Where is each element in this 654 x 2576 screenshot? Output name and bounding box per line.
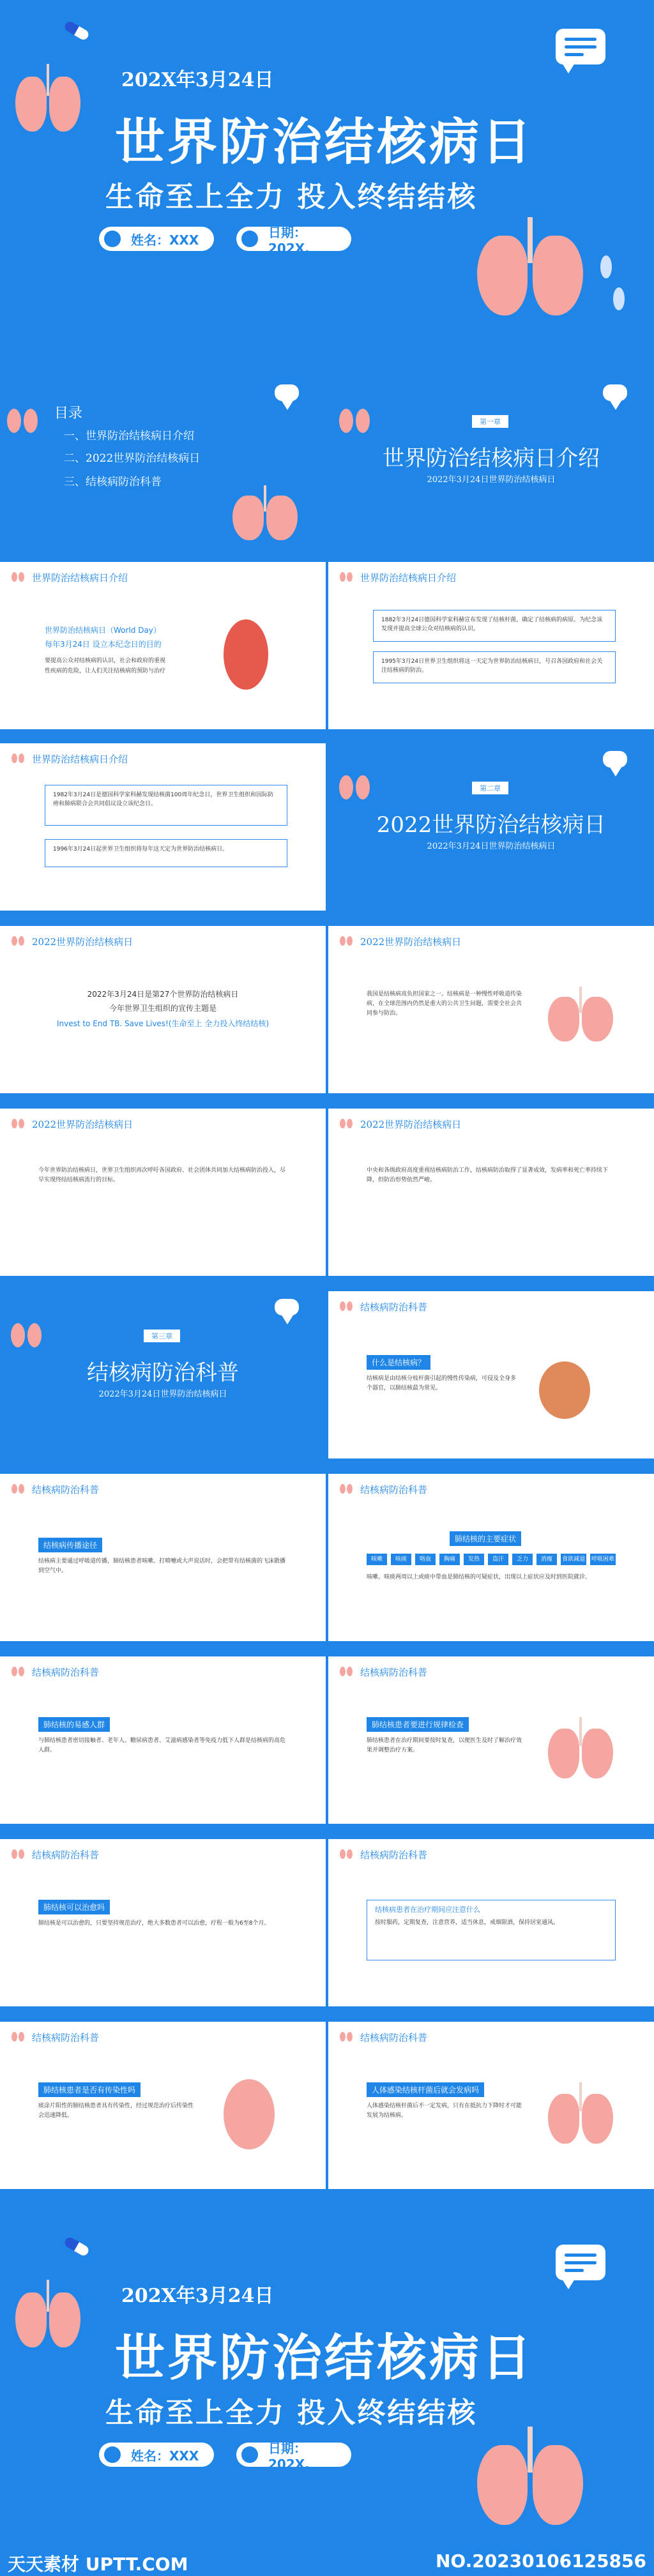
lungs-icon <box>340 570 353 582</box>
slide-header: 2022世界防治结核病日 <box>32 936 133 948</box>
section-chip: 第三章 <box>144 1330 180 1342</box>
date-pill: 日期：202X. <box>236 227 351 251</box>
topic-label: 肺结核可以治愈吗 <box>38 1900 110 1914</box>
section3-slide <box>0 1291 326 1458</box>
section2-slide <box>328 743 654 911</box>
lungs-icon <box>340 1116 353 1129</box>
info-box <box>367 1900 616 1960</box>
cover-subtitle: 生命至上全力 投入终结结核 <box>105 181 478 213</box>
slide-header: 世界防治结核病日介绍 <box>360 572 457 584</box>
lungs-illustration <box>473 217 588 319</box>
section-subtitle: 2022年3月24日世界防治结核病日 <box>427 842 556 851</box>
body-paragraph: 结核病是由结核分枝杆菌引起的慢性传染病，可侵及全身多个器官，以肺结核最为常见。 <box>367 1375 517 1391</box>
slide-header: 2022世界防治结核病日 <box>360 1119 462 1130</box>
watermark-right: NO.20230106125856 <box>435 2550 646 2572</box>
chat-icon[interactable] <box>275 1299 299 1315</box>
lungs-icon <box>11 751 24 764</box>
slide-science-8 <box>0 2022 326 2189</box>
lungs-icon <box>340 1299 353 1312</box>
leaf-decor <box>613 287 625 310</box>
slide-science-1 <box>328 1291 654 1458</box>
slide-header: 结核病防治科普 <box>360 1849 428 1861</box>
theme-line-1: 2022年3月24日是第27个世界防治结核病日 <box>87 990 239 999</box>
toc-item-3[interactable]: 三、结核病防治科普 <box>64 476 162 489</box>
info-box: 1995年3月24日世界卫生组织将这一天定为世界防治结核病日，号召各国政府和社会关注结核病的防治。 <box>373 651 616 683</box>
symptom-cell: 咳嗽 <box>367 1554 387 1565</box>
slide-2022-2 <box>328 926 654 1093</box>
intro-line-4: 性疾病的危险，让人们关注结核病的预防与治疗 <box>45 668 166 674</box>
intro-line-3: 要提高公众对结核病的认识，社会和政府的重视 <box>45 658 166 664</box>
capsule-icon <box>63 2236 91 2257</box>
body-paragraph: 我国是结核病高负担国家之一。结核病是一种慢性呼吸道传染病，在全球范围内仍然是重大的公共卫生问题，需要全社会共同参与防治。 <box>367 991 522 1017</box>
intro-line-1: 世界防治结核病日（World Day） <box>45 626 161 635</box>
slide-science-2 <box>0 1474 326 1641</box>
body-paragraph: 中央和各级政府高度重视结核病防治工作，结核病防治取得了显著成效，发病率和死亡率持续下降，但防治形势依然严峻。 <box>367 1167 609 1183</box>
capsule-icon <box>63 20 91 42</box>
lungs-icon <box>338 769 370 801</box>
slide-header: 结核病防治科普 <box>360 1484 428 1496</box>
chat-icon[interactable] <box>603 751 627 768</box>
body-paragraph: 今年世界防治结核病日，世界卫生组织再次呼吁各国政府、社会团体共同加大结核病防治投入，尽早实现终结结核病流行的目标。 <box>38 1167 286 1183</box>
section-subtitle: 2022年3月24日世界防治结核病日 <box>427 475 556 485</box>
info-box: 1982年3月24日是德国科学家科赫发现结核菌100周年纪念日，世界卫生组织和国际防痨和肺病联合会共同倡议设立该纪念日。 <box>45 785 287 826</box>
slide-intro-2 <box>328 562 654 729</box>
section-title: 2022世界防治结核病日 <box>376 812 606 838</box>
symptom-cell: 胸痛 <box>439 1554 460 1565</box>
intro-line-2: 每年3月24日 设立本纪念日的目的 <box>45 640 162 649</box>
topic-label: 人体感染结核杆菌后就会发病吗 <box>367 2082 484 2097</box>
symptom-cell: 咯血 <box>415 1554 436 1565</box>
topic-label: 肺结核患者是否有传染性吗 <box>38 2082 141 2097</box>
lungs-icon <box>10 1317 42 1349</box>
chat-icon[interactable] <box>556 29 605 64</box>
lungs-icon <box>11 570 24 582</box>
theme-line-3: Invest to End TB. Save Lives!(生命至上 全力投入终结结核) <box>56 1019 270 1028</box>
slide-science-9 <box>328 2022 654 2189</box>
lungs-icon <box>340 1481 353 1494</box>
slide-2022-3 <box>0 1109 326 1276</box>
doctor-illustration <box>224 619 268 690</box>
cover-date: 202X年3月24日 <box>121 69 274 91</box>
slide-header: 结核病防治科普 <box>32 1849 100 1861</box>
lungs-icon <box>11 2029 24 2042</box>
slide-header: 结核病防治科普 <box>360 2032 428 2043</box>
section-subtitle: 2022年3月24日世界防治结核病日 <box>98 1390 227 1399</box>
toc-slide <box>0 377 326 549</box>
slide-intro-3 <box>0 743 326 911</box>
slide-science-4 <box>0 1656 326 1824</box>
section-title: 结核病防治科普 <box>87 1360 239 1386</box>
slide-header: 世界防治结核病日介绍 <box>32 754 128 765</box>
lungs-icon <box>340 934 353 946</box>
topic-label: 肺结核的主要症状 <box>450 1531 521 1546</box>
lungs-icon <box>11 1847 24 1860</box>
patient-illustration <box>539 1361 590 1419</box>
cover-slide <box>0 0 654 332</box>
lungs-icon <box>338 402 370 434</box>
lungs-icon <box>11 1116 24 1129</box>
info-box: 1882年3月24日德国科学家科赫宣布发现了结核杆菌，确定了结核病的病原。为纪念该发现并提高全球公众对结核病的认识。 <box>373 610 616 642</box>
body-paragraph: 与肺结核患者密切接触者、老年人、糖尿病患者、艾滋病感染者等免疫力低下人群是结核病的高危人群。 <box>38 1738 286 1754</box>
slide-science-6 <box>0 1839 326 2006</box>
lungs-illustration <box>473 2427 588 2529</box>
theme-line-2: 今年世界卫生组织的宣传主题是 <box>109 1004 217 1013</box>
symptom-cell: 食欲减退 <box>561 1554 586 1565</box>
chat-icon[interactable] <box>275 384 299 401</box>
slide-science-5 <box>328 1656 654 1824</box>
lungs-icon <box>13 2280 83 2350</box>
cover-title: 世界防治结核病日 <box>115 2329 535 2387</box>
chat-icon[interactable] <box>556 2245 605 2280</box>
body-paragraph: 按时服药，定期复查，注意营养，适当休息，戒烟限酒，保持居室通风。 <box>375 1920 559 1926</box>
symptom-cell: 乏力 <box>512 1554 533 1565</box>
topic-label: 肺结核的易感人群 <box>38 1717 110 1732</box>
watermark-footer <box>0 2548 654 2575</box>
slide-header: 世界防治结核病日介绍 <box>32 572 128 584</box>
topic-label: 肺结核患者要进行规律检查 <box>367 1717 469 1732</box>
body-paragraph: 咳嗽、咳痰两周以上或痰中带血是肺结核的可疑症状，出现以上症状应及时到医院就诊。 <box>367 1574 591 1580</box>
body-paragraph: 结核病主要通过呼吸道传播，肺结核患者咳嗽、打喷嚏或大声说话时，会把带有结核菌的飞沫散播到空气中。 <box>38 1558 286 1574</box>
doctor-illustration <box>224 2079 275 2149</box>
symptom-cell: 盗汗 <box>488 1554 508 1565</box>
topic-label: 结核病传播途径 <box>38 1538 102 1552</box>
date-pill: 日期：202X. <box>236 2443 351 2467</box>
watermark-left: 天天素材 UPTT.COM <box>8 2554 188 2575</box>
lungs-illustration <box>545 2082 616 2146</box>
slide-header: 结核病防治科普 <box>360 1667 428 1678</box>
symptom-cell: 发热 <box>464 1554 484 1565</box>
cover-date: 202X年3月24日 <box>121 2285 274 2307</box>
chat-icon[interactable] <box>603 384 627 401</box>
section-chip: 第二章 <box>472 782 508 794</box>
slide-science-7 <box>328 1839 654 2006</box>
name-pill: 姓名：XXX <box>99 227 214 251</box>
slide-header: 结核病防治科普 <box>32 1667 100 1678</box>
cover-subtitle: 生命至上全力 投入终结结核 <box>105 2397 478 2429</box>
lungs-icon <box>13 64 83 134</box>
body-paragraph: 痰涂片阳性的肺结核患者具有传染性，经过规范治疗后传染性会迅速降低。 <box>38 2103 194 2119</box>
slide-science-3 <box>328 1474 654 1641</box>
lungs-illustration <box>230 485 300 543</box>
lungs-icon <box>11 1664 24 1677</box>
slide-header: 结核病防治科普 <box>32 2032 100 2043</box>
topic-label: 结核病患者在治疗期间应注意什么 <box>375 1905 480 1914</box>
lungs-icon <box>11 1481 24 1494</box>
section-title: 世界防治结核病日介绍 <box>383 446 600 471</box>
slide-intro-1 <box>0 562 326 729</box>
slide-header: 2022世界防治结核病日 <box>360 936 462 948</box>
slide-2022-1 <box>0 926 326 1093</box>
body-paragraph: 人体感染结核杆菌后不一定发病，只有在抵抗力下降时才可能发展为结核病。 <box>367 2103 522 2119</box>
symptom-cell: 消瘦 <box>536 1554 557 1565</box>
name-pill: 姓名：XXX <box>99 2443 214 2467</box>
toc-title: 目录 <box>54 405 83 421</box>
toc-item-1[interactable]: 一、世界防治结核病日介绍 <box>64 430 194 443</box>
body-paragraph: 肺结核是可以治愈的，只要坚持规范治疗，绝大多数患者可以治愈，疗程一般为6至8个月。 <box>38 1920 270 1927</box>
section1-slide <box>328 377 654 549</box>
lungs-illustration <box>545 1717 616 1781</box>
cover-slide-end <box>0 2216 654 2548</box>
cover-title: 世界防治结核病日 <box>115 113 535 171</box>
lungs-icon <box>11 934 24 946</box>
info-box: 1996年3月24日起世界卫生组织将每年这天定为世界防治结核病日。 <box>45 839 287 867</box>
lungs-icon <box>340 2029 353 2042</box>
symptom-cell: 咳痰 <box>391 1554 411 1565</box>
slide-header: 2022世界防治结核病日 <box>32 1119 133 1130</box>
lungs-icon <box>340 1664 353 1677</box>
toc-item-2[interactable]: 二、2022世界防治结核病日 <box>64 452 201 465</box>
slide-2022-4 <box>328 1109 654 1276</box>
lungs-illustration <box>545 987 616 1044</box>
slide-header: 结核病防治科普 <box>360 1301 428 1313</box>
symptom-cell: 呼吸困难 <box>590 1554 616 1565</box>
leaf-decor <box>600 255 612 278</box>
lungs-icon <box>6 402 38 434</box>
body-paragraph: 肺结核患者在治疗期间要按时复查，以便医生及时了解治疗效果并调整治疗方案。 <box>367 1738 522 1754</box>
lungs-icon <box>340 1847 353 1860</box>
topic-label: 什么是结核病？ <box>367 1355 430 1370</box>
section-chip: 第一章 <box>472 415 508 428</box>
slide-header: 结核病防治科普 <box>32 1484 100 1496</box>
